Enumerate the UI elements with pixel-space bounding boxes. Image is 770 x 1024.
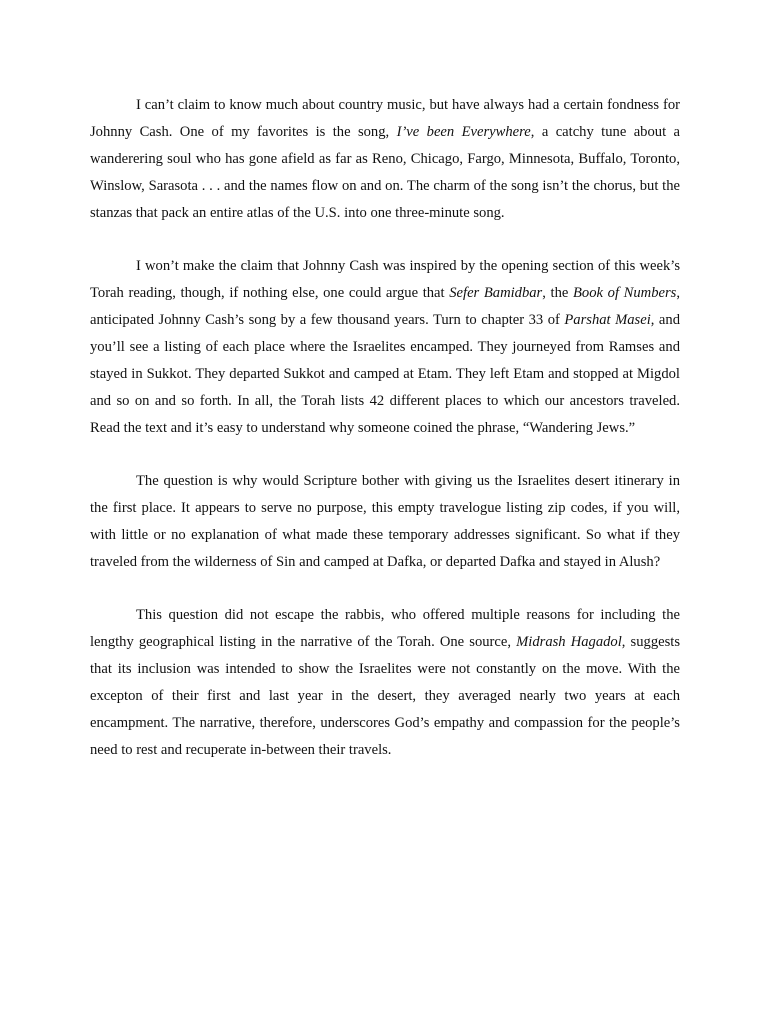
source-title-midrash-hagadol: Midrash Hagadol (516, 634, 622, 650)
paragraph-text: I can’t claim to know much about country music, but have always had a certain fondness for Johnny Cash. One of my favorites is the song, (90, 97, 680, 140)
paragraph-text: , a catchy tune about a wanderering soul who has gone afield as far as Reno, Chicago, Fargo, Minnesota, Buffalo, Toronto, Winslow, Sarasota . . . and the names flow on and on. The charm of the song isn’t the chorus, but the stanzas that pack an entire atlas of the U.S. into one three-minute song. (90, 124, 681, 221)
paragraph-text: , suggests that its inclusion was intended to show the Israelites were not constantly on the move. With the excepton of their first and last year in the desert, they averaged nearly two years at each encampment. The narrative, therefore, underscores God’s empathy and compassion for the people’s need to rest and recuperate in-between their travels. (90, 634, 681, 758)
paragraph-question (90, 468, 680, 576)
portion-title-parshat-masei: Parshat Masei (564, 312, 651, 328)
paragraph-text: , the (542, 285, 574, 301)
paragraph-text: This question did not escape the rabbis, who offered multiple reasons for including the lengthy geographical listing in the narrative of the Torah. One source, (90, 607, 680, 650)
paragraph-johnny-cash (90, 92, 680, 227)
paragraph-text: I won’t make the claim that Johnny Cash was inspired by the opening section of this week’s Torah reading, though, if nothing else, one could argue that (90, 258, 680, 301)
paragraph-rabbis (90, 602, 680, 764)
book-title-sefer-bamidbar: Sefer Bamidbar (449, 285, 543, 301)
paragraph-torah-reading (90, 253, 680, 442)
paragraph-text: , anticipated Johnny Cash’s song by a few thousand years. Turn to chapter 33 of (90, 285, 680, 328)
song-title: I’ve been Everywhere (396, 124, 531, 140)
paragraph-text: The question is why would Scripture bother with giving us the Israelites desert itinerary in the first place. It appears to serve no purpose, this empty travelogue listing zip codes, if you will, with little or no explanation of what made these temporary addresses significant. So what if they traveled from the wilderness of Sin and camped at Dafka, or departed Dafka and stayed in Alush? (90, 473, 680, 570)
paragraph-text: , and you’ll see a listing of each place where the Israelites encamped. They journeyed from Ramses and stayed in Sukkot. They departed Sukkot and camped at Etam. They left Etam and stopped at Migdol and so on and so forth. In all, the Torah lists 42 different places to which our ancestors traveled. Read the text and it’s easy to understand why someone coined the phrase, “Wandering Jews.” (90, 312, 680, 436)
book-title-book-of-numbers: Book of Numbers (573, 285, 677, 301)
